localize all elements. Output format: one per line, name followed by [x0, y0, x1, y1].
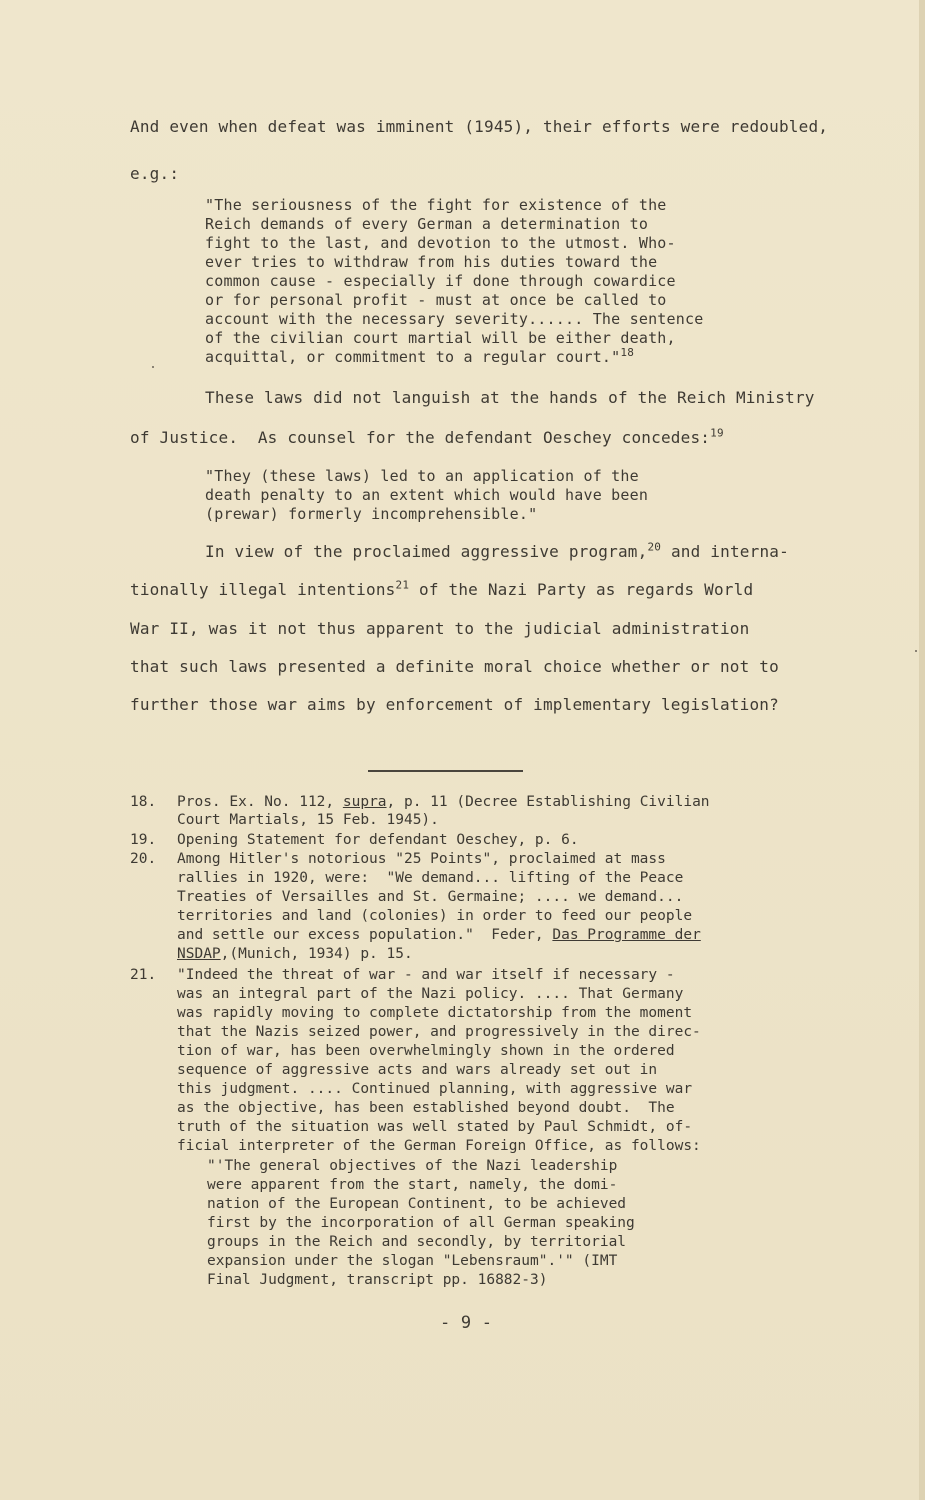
body-line-3a — [205, 542, 789, 561]
footnote-21-line-6: sequence of aggressive acts and wars already set out in — [177, 1062, 658, 1078]
footnote-20-line-4: territories and land (colonies) in order to feed our people — [177, 908, 693, 924]
footnote-20-line-6 — [177, 946, 413, 963]
quote1-line-2: Reich demands of every German a determination to — [205, 215, 649, 233]
body-line-3b — [130, 580, 753, 599]
footnote-19-line-1: Opening Statement for defendant Oeschey, p. 6. — [177, 832, 579, 848]
footnote-18-text-b: , p. 11 (Decree Establishing Civilian — [386, 794, 710, 810]
body-line-3a-text: In view of the proclaimed aggressive program, — [205, 542, 648, 561]
footnote-21-line-5: tion of war, has been overwhelmingly shown in the ordered — [177, 1043, 675, 1059]
quote1-line-4: ever tries to withdraw from his duties toward the — [205, 253, 658, 271]
footnote-21-line-3: was rapidly moving to complete dictatorship from the moment — [177, 1005, 693, 1021]
footnote-separator — [368, 770, 523, 772]
footnote-21-number: 21. — [130, 967, 157, 983]
footnote-21-quote-line-2: were apparent from the start, namely, the domi- — [207, 1177, 618, 1193]
body-line-eg: e.g.: — [130, 164, 180, 183]
footnote-20-line-3: Treaties of Versailles and St. Germaine; .... we demand... — [177, 889, 684, 905]
body-line-3b-tail: of the Nazi Party as regards World — [409, 580, 754, 599]
body-line-3a-tail: and interna- — [661, 542, 789, 561]
page-number: - 9 - — [440, 1313, 493, 1333]
footnote-18-line-1 — [177, 794, 710, 811]
footnote-21-line-8: as the objective, has been established beyond doubt. The — [177, 1100, 675, 1116]
body-line-2a: These laws did not languish at the hands of the Reich Ministry — [205, 388, 815, 407]
quote1-line-8: of the civilian court martial will be either death, — [205, 329, 676, 347]
quote1-line-9 — [205, 348, 634, 367]
quote1-line-9-text: acquittal, or commitment to a regular court." — [205, 348, 621, 366]
footnote-20-line-1: Among Hitler's notorious "25 Points", proclaimed at mass — [177, 851, 666, 867]
footnote-20-line-6-text: ,(Munich, 1934) p. 15. — [220, 946, 413, 962]
footnote-ref-19: 19 — [710, 426, 724, 440]
quote1-line-6: or for personal profit - must at once be called to — [205, 291, 667, 309]
paper-speck — [152, 366, 154, 368]
quote1-line-1: "The seriousness of the fight for existence of the — [205, 196, 667, 214]
footnote-21-quote-line-5: groups in the Reich and secondly, by territorial — [207, 1234, 627, 1250]
footnote-20-nsdap: NSDAP — [177, 946, 221, 962]
body-line-3b-text: tionally illegal intentions — [130, 580, 396, 599]
body-line-2b-text: of Justice. As counsel for the defendant Oeschey concedes: — [130, 428, 711, 447]
footnote-20-book-title: Das Programme der — [552, 927, 701, 943]
footnote-18-text-a: Pros. Ex. No. 112, — [177, 794, 343, 810]
footnote-ref-21: 21 — [395, 578, 410, 592]
quote1-line-7: account with the necessary severity...... The sentence — [205, 310, 704, 328]
quote1-line-5: common cause - especially if done through cowardice — [205, 272, 676, 290]
footnote-20-line-5 — [177, 927, 701, 944]
footnote-21-quote-line-7: Final Judgment, transcript pp. 16882-3) — [207, 1272, 548, 1288]
footnote-20-line-2: rallies in 1920, were: "We demand... lifting of the Peace — [177, 870, 684, 886]
footnote-21-line-9: truth of the situation was well stated by Paul Schmidt, of- — [177, 1119, 693, 1135]
footnote-ref-20: 20 — [647, 540, 662, 554]
footnote-21-quote-line-3: nation of the European Continent, to be achieved — [207, 1196, 627, 1212]
footnote-20-line-5-text: and settle our excess population." Feder, — [177, 927, 553, 943]
quote1-line-3: fight to the last, and devotion to the utmost. Who- — [205, 234, 676, 252]
footnote-18-number: 18. — [130, 794, 157, 810]
body-line-3d: that such laws presented a definite moral choice whether or not to — [130, 657, 779, 676]
quote2-line-2: death penalty to an extent which would have been — [205, 486, 649, 504]
footnote-18-supra: supra — [342, 794, 387, 810]
quote2-line-1: "They (these laws) led to an application of the — [205, 467, 639, 485]
paper-speck — [915, 650, 917, 652]
footnote-21-quote-line-6: expansion under the slogan "Lebensraum".'" (IMT — [207, 1253, 618, 1269]
footnote-21-quote-line-1: "'The general objectives of the Nazi leadership — [207, 1158, 618, 1174]
body-line-3c: War II, was it not thus apparent to the judicial administration — [130, 619, 750, 638]
footnote-ref-18: 18 — [620, 346, 635, 359]
footnote-21-line-4: that the Nazis seized power, and progressively in the direc- — [177, 1024, 701, 1040]
footnote-21-quote-line-4: first by the incorporation of all German speaking — [207, 1215, 635, 1231]
body-line-2b — [130, 428, 724, 447]
footnote-18-line-2: Court Martials, 15 Feb. 1945). — [177, 812, 439, 828]
footnote-21-line-10: ficial interpreter of the German Foreign Office, as follows: — [177, 1138, 701, 1154]
footnote-21-line-7: this judgment. .... Continued planning, with aggressive war — [177, 1081, 693, 1097]
footnote-20-number: 20. — [130, 851, 157, 867]
body-line-1: And even when defeat was imminent (1945), their efforts were redoubled, — [130, 117, 829, 136]
footnote-21-line-2: was an integral part of the Nazi policy. .... That Germany — [177, 986, 684, 1002]
footnote-19-number: 19. — [130, 832, 157, 848]
footnote-21-line-1: "Indeed the threat of war - and war itself if necessary - — [177, 967, 675, 983]
quote2-line-3: (prewar) formerly incomprehensible." — [205, 505, 538, 523]
body-line-3e: further those war aims by enforcement of implementary legislation? — [130, 695, 779, 714]
